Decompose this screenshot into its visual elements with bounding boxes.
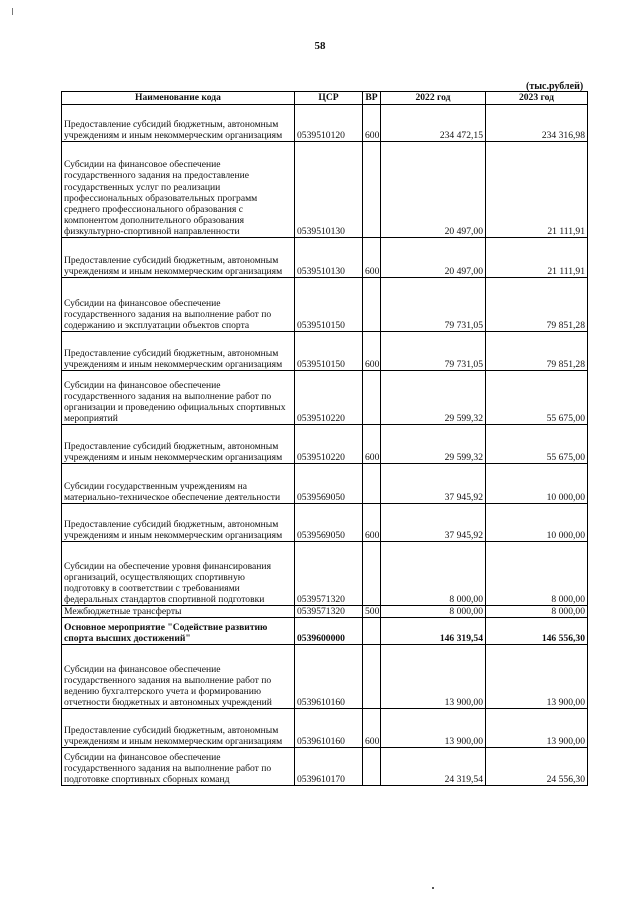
- row-vr: [363, 645, 381, 709]
- row-vr: 600: [363, 332, 381, 371]
- row-2022: 24 319,54: [381, 748, 486, 786]
- row-name: Предоставление субсидий бюджетным, автономным учреждениям и иным некоммерческим организациям: [62, 425, 295, 464]
- row-name: Субсидии государственным учреждениям на материально-техническое обеспечение деятельности: [62, 464, 295, 504]
- row-csr: 0539569050: [295, 504, 363, 542]
- row-csr: 0539510220: [295, 371, 363, 425]
- row-2023: 79 851,28: [486, 278, 588, 332]
- row-csr: 0539610160: [295, 645, 363, 709]
- row-2023: 13 900,00: [486, 645, 588, 709]
- table-row: [62, 105, 588, 142]
- row-vr: 500: [363, 606, 381, 618]
- row-name: Предоставление субсидий бюджетным, автономным учреждениям и иным некоммерческим организациям: [62, 238, 295, 278]
- table-row: [62, 278, 588, 332]
- row-name: Предоставление субсидий бюджетным, автономным учреждениям и иным некоммерческим организациям: [62, 709, 295, 748]
- header-vr: ВР: [363, 92, 381, 105]
- row-name: Предоставление субсидий бюджетным, автономным учреждениям и иным некоммерческим организациям: [62, 105, 295, 142]
- row-vr: [363, 278, 381, 332]
- table-row: [62, 464, 588, 504]
- row-name: Субсидии на обеспечение уровня финансирования организаций, осуществляющих спортивную подготовку в соответствии с требованиями федеральных стандартов спортивной подготовки: [62, 542, 295, 606]
- row-vr: [363, 618, 381, 645]
- row-name: Субсидии на финансовое обеспечение государственного задания на выполнение работ по подготовке спортивных сборных команд: [62, 748, 295, 786]
- row-2023: 21 111,91: [486, 142, 588, 238]
- row-csr: 0539571320: [295, 606, 363, 618]
- row-2023: 8 000,00: [486, 606, 588, 618]
- row-csr: 0539610160: [295, 709, 363, 748]
- row-vr: 600: [363, 238, 381, 278]
- row-2022: 20 497,00: [381, 238, 486, 278]
- table-row: [62, 142, 588, 238]
- row-vr: [363, 748, 381, 786]
- row-csr: 0539571320: [295, 542, 363, 606]
- row-2022: 8 000,00: [381, 542, 486, 606]
- table-row: [62, 371, 588, 425]
- row-csr: 0539510120: [295, 105, 363, 142]
- row-name: Субсидии на финансовое обеспечение государственного задания на выполнение работ по содержанию и эксплуатации объектов спорта: [62, 278, 295, 332]
- row-2022: 20 497,00: [381, 142, 486, 238]
- row-2023: 146 556,30: [486, 618, 588, 645]
- row-2022: 13 900,00: [381, 645, 486, 709]
- table-row: [62, 504, 588, 542]
- row-name: Основное мероприятие "Содействие развитию спорта высших достижений": [62, 618, 295, 645]
- table-row: [62, 332, 588, 371]
- row-2023: 8 000,00: [486, 542, 588, 606]
- header-2023: 2023 год: [486, 92, 588, 105]
- row-vr: [363, 464, 381, 504]
- table-row: [62, 748, 588, 786]
- row-name: Межбюджетные трансферты: [62, 606, 295, 618]
- row-vr: 600: [363, 105, 381, 142]
- scan-speck: [432, 887, 434, 889]
- row-2022: 8 000,00: [381, 606, 486, 618]
- header-2022: 2022 год: [381, 92, 486, 105]
- row-2023: 21 111,91: [486, 238, 588, 278]
- row-vr: [363, 542, 381, 606]
- row-2022: 29 599,32: [381, 371, 486, 425]
- row-2023: 55 675,00: [486, 371, 588, 425]
- row-csr: 0539510150: [295, 278, 363, 332]
- margin-tick-mark: [12, 8, 13, 15]
- row-csr: 0539569050: [295, 464, 363, 504]
- row-csr: 0539510220: [295, 425, 363, 464]
- row-2022: 29 599,32: [381, 425, 486, 464]
- table-row: [62, 425, 588, 464]
- row-vr: [363, 142, 381, 238]
- row-2023: 234 316,98: [486, 105, 588, 142]
- row-2022: 13 900,00: [381, 709, 486, 748]
- row-2022: 37 945,92: [381, 464, 486, 504]
- page-number: 58: [314, 40, 326, 52]
- row-vr: 600: [363, 709, 381, 748]
- row-csr: 0539610170: [295, 748, 363, 786]
- row-2022: 79 731,05: [381, 278, 486, 332]
- row-2023: 10 000,00: [486, 464, 588, 504]
- row-name: Субсидии на финансовое обеспечение государственного задания на предоставление государственных услуг по реализации профессиональных образовательных программ среднего профессионального образования с компонентом дополнительного образования физкультурно-спортивной направленности: [62, 142, 295, 238]
- units-label: (тыс.рублей): [526, 81, 584, 92]
- row-vr: 600: [363, 425, 381, 464]
- table-row: [62, 645, 588, 709]
- row-name: Предоставление субсидий бюджетным, автономным учреждениям и иным некоммерческим организациям: [62, 504, 295, 542]
- row-2023: 10 000,00: [486, 504, 588, 542]
- header-csr: ЦСР: [295, 92, 363, 105]
- row-2023: 13 900,00: [486, 709, 588, 748]
- row-vr: 600: [363, 504, 381, 542]
- row-csr: 0539510130: [295, 238, 363, 278]
- row-2023: 24 556,30: [486, 748, 588, 786]
- row-2022: 79 731,05: [381, 332, 486, 371]
- budget-table: [61, 91, 588, 786]
- table-row: [62, 542, 588, 606]
- row-csr: 0539510150: [295, 332, 363, 371]
- row-csr: 0539510130: [295, 142, 363, 238]
- table-row: [62, 606, 588, 618]
- row-csr: 0539600000: [295, 618, 363, 645]
- row-2022: 37 945,92: [381, 504, 486, 542]
- row-2022: 146 319,54: [381, 618, 486, 645]
- row-2023: 79 851,28: [486, 332, 588, 371]
- row-vr: [363, 371, 381, 425]
- row-name: Предоставление субсидий бюджетным, автономным учреждениям и иным некоммерческим организациям: [62, 332, 295, 371]
- header-name: Наименование кода: [62, 92, 295, 105]
- table-row: [62, 238, 588, 278]
- row-name: Субсидии на финансовое обеспечение государственного задания на выполнение работ по организации и проведению официальных спортивных мероприятий: [62, 371, 295, 425]
- table-row-section: [62, 618, 588, 645]
- table-header-row: [62, 92, 588, 105]
- row-2023: 55 675,00: [486, 425, 588, 464]
- row-2022: 234 472,15: [381, 105, 486, 142]
- table-row: [62, 709, 588, 748]
- row-name: Субсидии на финансовое обеспечение государственного задания на выполнение работ по ведению бухгалтерского учета и формированию отчетности бюджетных и автономных учреждений: [62, 645, 295, 709]
